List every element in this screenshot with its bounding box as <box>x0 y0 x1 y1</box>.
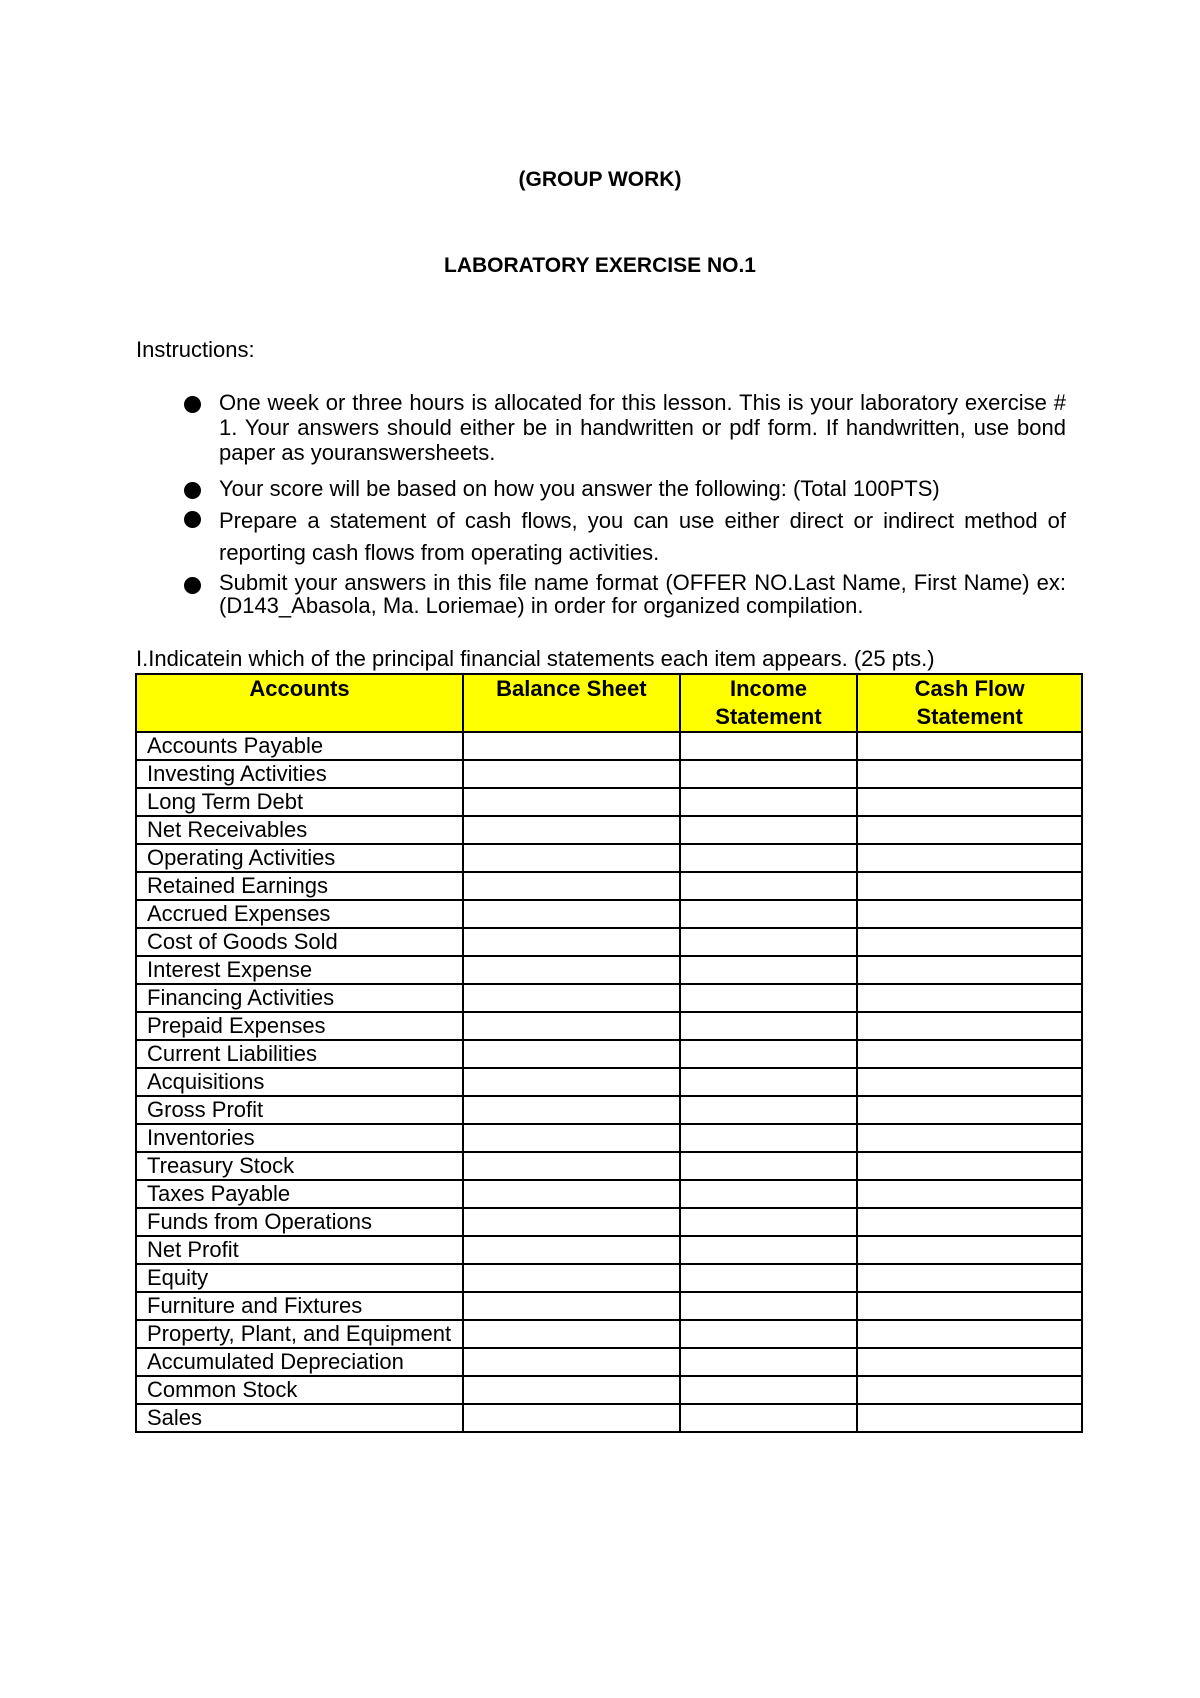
cash-flow-statement-cell[interactable] <box>857 1292 1082 1320</box>
income-statement-cell[interactable] <box>680 1124 858 1152</box>
balance-sheet-cell[interactable] <box>463 844 680 872</box>
cash-flow-statement-cell[interactable] <box>857 1404 1082 1432</box>
header-cash-flow-statement: Cash Flow Statement <box>857 674 1082 732</box>
cash-flow-statement-cell[interactable] <box>857 956 1082 984</box>
balance-sheet-cell[interactable] <box>463 1264 680 1292</box>
income-statement-cell[interactable] <box>680 1040 858 1068</box>
table-row <box>136 1152 1082 1180</box>
income-statement-cell[interactable] <box>680 1096 858 1124</box>
balance-sheet-cell[interactable] <box>463 928 680 956</box>
account-name-cell: Current Liabilities <box>136 1040 463 1068</box>
cash-flow-statement-cell[interactable] <box>857 844 1082 872</box>
account-name-cell: Accrued Expenses <box>136 900 463 928</box>
income-statement-cell[interactable] <box>680 760 858 788</box>
income-statement-cell[interactable] <box>680 1320 858 1348</box>
table-row <box>136 1096 1082 1124</box>
account-name-cell: Gross Profit <box>136 1096 463 1124</box>
instruction-text: Prepare a statement of cash flows, you can use either direct or indirect method of reporting cash flows from operating activities. <box>219 508 1066 565</box>
account-name-cell: Long Term Debt <box>136 788 463 816</box>
account-name-cell: Cost of Goods Sold <box>136 928 463 956</box>
balance-sheet-cell[interactable] <box>463 816 680 844</box>
balance-sheet-cell[interactable] <box>463 984 680 1012</box>
account-name-cell: Property, Plant, and Equipment <box>136 1320 463 1348</box>
bullet-icon <box>184 396 201 413</box>
balance-sheet-cell[interactable] <box>463 1348 680 1376</box>
balance-sheet-cell[interactable] <box>463 1152 680 1180</box>
cash-flow-statement-cell[interactable] <box>857 1068 1082 1096</box>
income-statement-cell[interactable] <box>680 1012 858 1040</box>
account-name-cell: Financing Activities <box>136 984 463 1012</box>
table-row <box>136 816 1082 844</box>
instruction-item <box>180 505 1066 569</box>
header-balance-sheet: Balance Sheet <box>463 674 680 732</box>
section-heading: I.Indicatein which of the principal financial statements each item appears. (25 pts.) <box>136 646 935 671</box>
balance-sheet-cell[interactable] <box>463 872 680 900</box>
table-row <box>136 1236 1082 1264</box>
table-row <box>136 956 1082 984</box>
cash-flow-statement-cell[interactable] <box>857 1376 1082 1404</box>
cash-flow-statement-cell[interactable] <box>857 1236 1082 1264</box>
balance-sheet-cell[interactable] <box>463 760 680 788</box>
table-row <box>136 1208 1082 1236</box>
balance-sheet-cell[interactable] <box>463 1180 680 1208</box>
bullet-icon <box>184 577 201 594</box>
financial-statements-table <box>135 673 1083 1433</box>
cash-flow-statement-cell[interactable] <box>857 1348 1082 1376</box>
income-statement-cell[interactable] <box>680 732 858 760</box>
income-statement-cell[interactable] <box>680 1348 858 1376</box>
income-statement-cell[interactable] <box>680 1376 858 1404</box>
bullet-icon <box>184 511 201 528</box>
table-row <box>136 788 1082 816</box>
account-name-cell: Net Receivables <box>136 816 463 844</box>
table-row <box>136 760 1082 788</box>
cash-flow-statement-cell[interactable] <box>857 928 1082 956</box>
account-name-cell: Investing Activities <box>136 760 463 788</box>
account-name-cell: Interest Expense <box>136 956 463 984</box>
income-statement-cell[interactable] <box>680 1264 858 1292</box>
cash-flow-statement-cell[interactable] <box>857 1208 1082 1236</box>
table-row <box>136 900 1082 928</box>
cash-flow-statement-cell[interactable] <box>857 900 1082 928</box>
bullet-icon <box>184 482 201 499</box>
instruction-item <box>180 571 1066 617</box>
cash-flow-statement-cell[interactable] <box>857 984 1082 1012</box>
balance-sheet-cell[interactable] <box>463 1040 680 1068</box>
table-row <box>136 844 1082 872</box>
income-statement-cell[interactable] <box>680 872 858 900</box>
cash-flow-statement-cell[interactable] <box>857 1180 1082 1208</box>
income-statement-cell[interactable] <box>680 844 858 872</box>
instruction-text: One week or three hours is allocated for this lesson. This is your laboratory exercise # 1. Your answers should either be in handwritten or pdf form. If handwritten, use bond paper as youranswersheets. <box>219 390 1066 465</box>
cash-flow-statement-cell[interactable] <box>857 1264 1082 1292</box>
income-statement-cell[interactable] <box>680 816 858 844</box>
table-row <box>136 1040 1082 1068</box>
table-row <box>136 1124 1082 1152</box>
table-row <box>136 1320 1082 1348</box>
instruction-item <box>180 390 1066 465</box>
income-statement-cell[interactable] <box>680 984 858 1012</box>
table-row <box>136 732 1082 760</box>
income-statement-cell[interactable] <box>680 956 858 984</box>
table-row <box>136 1348 1082 1376</box>
table-row <box>136 1376 1082 1404</box>
table-header-row <box>136 674 1082 732</box>
balance-sheet-cell[interactable] <box>463 1012 680 1040</box>
group-work-title: (GROUP WORK) <box>518 168 682 191</box>
cash-flow-statement-cell[interactable] <box>857 760 1082 788</box>
account-name-cell: Net Profit <box>136 1236 463 1264</box>
account-name-cell: Furniture and Fixtures <box>136 1292 463 1320</box>
account-name-cell: Common Stock <box>136 1376 463 1404</box>
cash-flow-statement-cell[interactable] <box>857 732 1082 760</box>
cash-flow-statement-cell[interactable] <box>857 1096 1082 1124</box>
account-name-cell: Accounts Payable <box>136 732 463 760</box>
income-statement-cell[interactable] <box>680 928 858 956</box>
cash-flow-statement-cell[interactable] <box>857 1152 1082 1180</box>
account-name-cell: Acquisitions <box>136 1068 463 1096</box>
table-body <box>136 732 1082 1432</box>
account-name-cell: Sales <box>136 1404 463 1432</box>
table-row <box>136 1404 1082 1432</box>
balance-sheet-cell[interactable] <box>463 1376 680 1404</box>
account-name-cell: Treasury Stock <box>136 1152 463 1180</box>
balance-sheet-cell[interactable] <box>463 900 680 928</box>
cash-flow-statement-cell[interactable] <box>857 788 1082 816</box>
instruction-item <box>180 476 1066 501</box>
balance-sheet-cell[interactable] <box>463 1320 680 1348</box>
table-row <box>136 872 1082 900</box>
balance-sheet-cell[interactable] <box>463 1068 680 1096</box>
income-statement-cell[interactable] <box>680 1068 858 1096</box>
account-name-cell: Equity <box>136 1264 463 1292</box>
account-name-cell: Funds from Operations <box>136 1208 463 1236</box>
account-name-cell: Prepaid Expenses <box>136 1012 463 1040</box>
income-statement-cell[interactable] <box>680 1292 858 1320</box>
balance-sheet-cell[interactable] <box>463 1404 680 1432</box>
balance-sheet-cell[interactable] <box>463 1208 680 1236</box>
exercise-title: LABORATORY EXERCISE NO.1 <box>444 254 756 277</box>
instruction-text: Your score will be based on how you answer the following: (Total 100PTS) <box>219 476 940 501</box>
balance-sheet-cell[interactable] <box>463 1124 680 1152</box>
account-name-cell: Retained Earnings <box>136 872 463 900</box>
table-row <box>136 984 1082 1012</box>
income-statement-cell[interactable] <box>680 1208 858 1236</box>
instructions-label: Instructions: <box>136 337 255 362</box>
balance-sheet-cell[interactable] <box>463 732 680 760</box>
account-name-cell: Operating Activities <box>136 844 463 872</box>
account-name-cell: Taxes Payable <box>136 1180 463 1208</box>
table-row <box>136 1292 1082 1320</box>
table-row <box>136 1180 1082 1208</box>
balance-sheet-cell[interactable] <box>463 788 680 816</box>
table-row <box>136 1264 1082 1292</box>
cash-flow-statement-cell[interactable] <box>857 1012 1082 1040</box>
account-name-cell: Inventories <box>136 1124 463 1152</box>
table-row <box>136 1012 1082 1040</box>
cash-flow-statement-cell[interactable] <box>857 816 1082 844</box>
income-statement-cell[interactable] <box>680 900 858 928</box>
header-income-statement: Income Statement <box>680 674 858 732</box>
header-accounts: Accounts <box>136 674 463 732</box>
cash-flow-statement-cell[interactable] <box>857 1040 1082 1068</box>
income-statement-cell[interactable] <box>680 1236 858 1264</box>
instruction-text: Submit your answers in this file name format (OFFER NO.Last Name, First Name) ex: (D143_Abasola, Ma. Loriemae) in order for organized compilation. <box>219 570 1066 618</box>
balance-sheet-cell[interactable] <box>463 1292 680 1320</box>
instructions-list <box>180 390 1066 617</box>
cash-flow-statement-cell[interactable] <box>857 872 1082 900</box>
balance-sheet-cell[interactable] <box>463 1236 680 1264</box>
income-statement-cell[interactable] <box>680 1152 858 1180</box>
income-statement-cell[interactable] <box>680 1404 858 1432</box>
table-row <box>136 928 1082 956</box>
income-statement-cell[interactable] <box>680 788 858 816</box>
balance-sheet-cell[interactable] <box>463 1096 680 1124</box>
account-name-cell: Accumulated Depreciation <box>136 1348 463 1376</box>
balance-sheet-cell[interactable] <box>463 956 680 984</box>
income-statement-cell[interactable] <box>680 1180 858 1208</box>
cash-flow-statement-cell[interactable] <box>857 1124 1082 1152</box>
cash-flow-statement-cell[interactable] <box>857 1320 1082 1348</box>
table-row <box>136 1068 1082 1096</box>
